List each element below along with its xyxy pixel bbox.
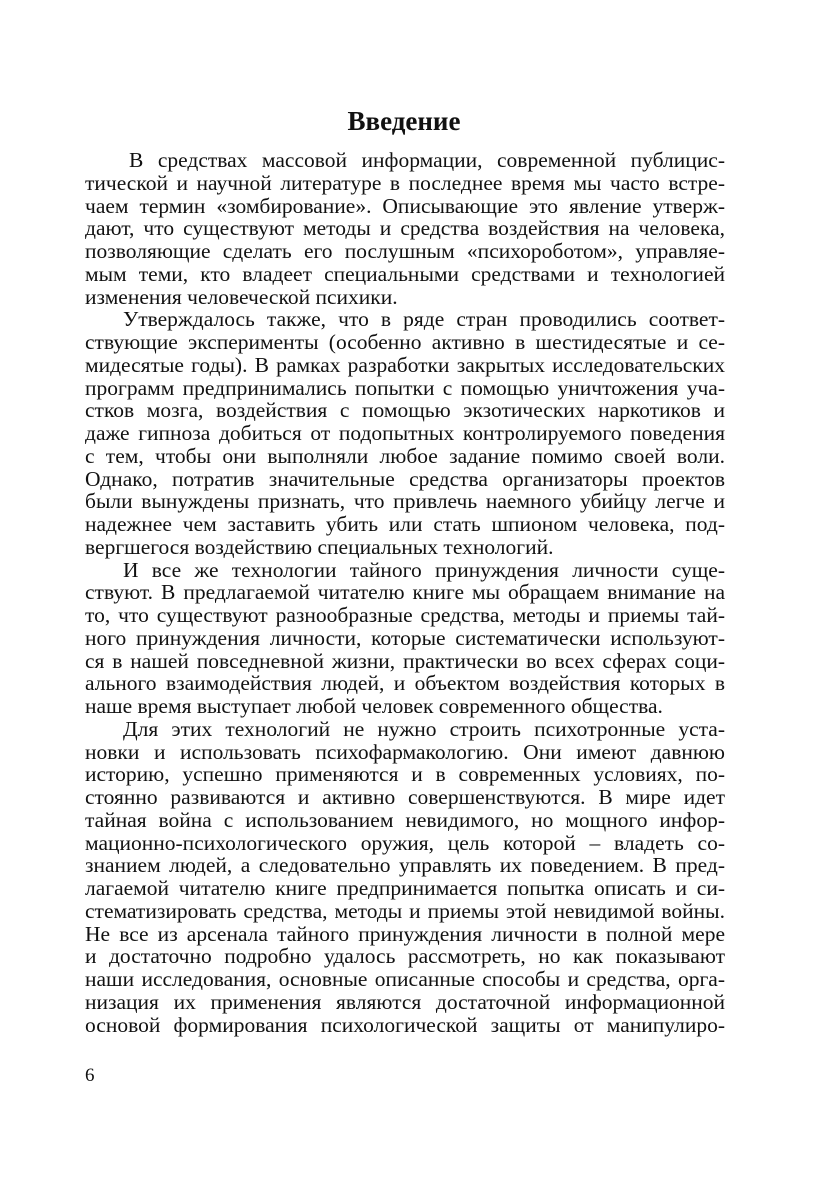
- text-line: позволяющие сделать его послушным «психороботом», управляе-: [85, 239, 725, 263]
- text-line: надежнее чем заставить убить или стать шпионом человека, под-: [85, 512, 725, 536]
- text-line: наши исследования, основные описанные способы и средства, орга-: [85, 967, 725, 991]
- text-line: Утверждалось также, что в ряде стран проводились соответ-: [123, 307, 725, 332]
- text-line: историю, успешно применяются и в современных условиях, по-: [85, 762, 725, 787]
- text-line: Однако, потратив значительные средства организаторы проектов: [85, 466, 725, 491]
- text-line: мидесятые годы). В рамках разработки закрытых исследовательских: [85, 352, 725, 377]
- text-line: мационно-психологического оружия, цель которой – владеть со-: [85, 830, 725, 855]
- text-line: ствуют. В предлагаемой читателю книге мы обращаем внимание на: [85, 580, 725, 605]
- text-line: стематизировать средства, методы и приемы этой невидимой войны.: [85, 898, 725, 923]
- text-line: ального взаимодействия людей, и объектом воздействия которых в: [85, 671, 725, 696]
- page-number: 6: [85, 1065, 95, 1086]
- text-line: тайная война с использованием невидимого, но мощного инфор-: [85, 807, 725, 832]
- text-line: знанием людей, а следовательно управлять их поведением. В пред-: [85, 853, 725, 878]
- text-line: программ предпринимались попытки с помощью уничтожения уча-: [85, 375, 725, 400]
- text-line: Не все из арсенала тайного принуждения личности в полной мере: [85, 921, 725, 946]
- paragraph: [85, 718, 725, 1037]
- text-line: И все же технологии тайного принуждения личности суще-: [123, 557, 725, 582]
- text-line: ного принуждения личности, которые систематически используют-: [85, 625, 725, 650]
- text-line: стоянно развиваются и активно совершенствуются. В мире идет: [85, 785, 725, 809]
- text-line: Для этих технологий не нужно строить психотронные уста-: [123, 716, 725, 741]
- text-line: В средствах массовой информации, современной публицис-: [129, 148, 725, 172]
- text-line: мым теми, кто владеет специальными средствами и технологией: [85, 261, 725, 286]
- text-line: лагаемой читателю книге предпринимается попытка описать и си-: [85, 876, 725, 900]
- page-title: Введение: [347, 106, 461, 136]
- text-line: даже гипноза добиться от подопытных контролируемого поведения: [85, 421, 725, 445]
- text-line: с тем, чтобы они выполняли любое задание помимо своей воли.: [85, 443, 725, 468]
- text-line: ся в нашей повседневной жизни, практически во всех сферах соци-: [85, 648, 725, 673]
- text-line: то, что существуют разнообразные средства, методы и приемы тай-: [85, 603, 725, 627]
- text-line: были вынуждены признать, что привлечь наемного убийцу легче и: [85, 489, 725, 514]
- body-text: [85, 149, 725, 1036]
- text-line: тической и научной литературе в последнее время мы часто встре-: [85, 170, 725, 195]
- text-line: низация их применения являются достаточной информационной: [85, 989, 725, 1014]
- text-line: основой формирования психологической защиты от манипулиро-: [85, 1012, 725, 1037]
- paragraph: [85, 149, 725, 308]
- text-line: чаем термин «зомбирование». Описывающие это явление утверж-: [85, 193, 725, 218]
- paragraph: [85, 308, 725, 558]
- text-line: ствующие эксперименты (особенно активно в шестидесятые и се-: [85, 330, 725, 354]
- text-line: стков мозга, воздействия с помощью экзотических наркотиков и: [85, 398, 725, 423]
- paragraph: [85, 559, 725, 718]
- text-line: изменения человеческой психики.: [85, 284, 398, 309]
- text-line: наше время выступает любой человек современного общества.: [85, 694, 663, 718]
- text-line: дают, что существуют методы и средства воздействия на человека,: [85, 216, 725, 241]
- text-line: и достаточно подробно удалось рассмотреть, но как показывают: [85, 944, 725, 969]
- text-line: новки и использовать психофармакологию. Они имеют давнюю: [85, 739, 725, 764]
- text-line: вергшегося воздействию специальных технологий.: [85, 534, 554, 559]
